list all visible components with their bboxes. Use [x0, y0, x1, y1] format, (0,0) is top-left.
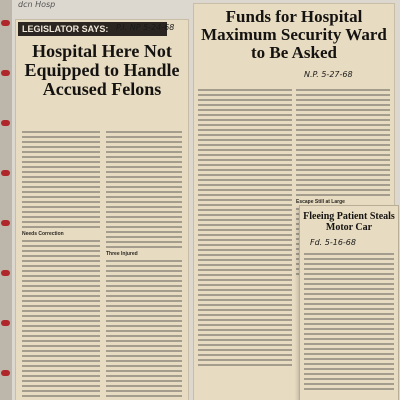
text-line: [106, 345, 182, 347]
text-line: [106, 360, 182, 362]
text-line: [22, 265, 100, 267]
text-line: [22, 161, 100, 163]
text-line: [296, 124, 390, 126]
text-line: [198, 119, 292, 121]
text-line: [198, 194, 292, 196]
subhead: Escape Still at Large: [296, 199, 345, 205]
text-line: [198, 264, 292, 266]
text-line: [296, 134, 390, 136]
text-line: [22, 355, 100, 357]
slug-banner: LEGISLATOR SAYS:: [18, 22, 167, 36]
text-line: [304, 278, 394, 280]
text-line: [198, 354, 292, 356]
text-line: [198, 284, 292, 286]
text-line: [198, 169, 292, 171]
text-line: [106, 191, 182, 193]
text-line: [198, 219, 292, 221]
text-line: [198, 244, 292, 246]
text-line: [296, 129, 390, 131]
text-line: [22, 390, 100, 392]
text-line: [106, 216, 182, 218]
text-line: [304, 378, 394, 380]
text-line: [22, 216, 100, 218]
text-line: [296, 164, 390, 166]
text-line: [304, 343, 394, 345]
text-line: [198, 334, 292, 336]
text-line: [22, 295, 100, 297]
text-line: [198, 229, 292, 231]
text-line: [106, 390, 182, 392]
text-line: [198, 159, 292, 161]
text-line: [106, 285, 182, 287]
text-line: [22, 226, 100, 228]
text-line: [106, 176, 182, 178]
text-line: [22, 240, 100, 242]
text-line: [198, 154, 292, 156]
text-line: [304, 348, 394, 350]
text-line: [106, 161, 182, 163]
text-line: [22, 186, 100, 188]
text-line: [22, 166, 100, 168]
text-line: [198, 149, 292, 151]
text-line: [304, 263, 394, 265]
text-line: [106, 335, 182, 337]
text-line: [304, 273, 394, 275]
handwritten-date: N.P. 5-27-68: [304, 70, 353, 79]
text-line: [22, 320, 100, 322]
text-line: [106, 340, 182, 342]
text-line: [106, 280, 182, 282]
text-line: [296, 174, 390, 176]
text-line: [198, 179, 292, 181]
text-line: [106, 186, 182, 188]
text-line: [304, 353, 394, 355]
text-line: [304, 313, 394, 315]
text-line: [106, 166, 182, 168]
text-line: [304, 253, 394, 255]
text-line: [22, 325, 100, 327]
text-line: [22, 375, 100, 377]
text-line: [296, 179, 390, 181]
article-column: [198, 86, 292, 366]
text-line: [198, 139, 292, 141]
text-line: [304, 258, 394, 260]
text-line: [106, 221, 182, 223]
binder-ring: [1, 120, 10, 126]
text-line: [106, 131, 182, 133]
top-note: dcn Hosp: [18, 0, 56, 9]
text-line: [198, 249, 292, 251]
text-line: [22, 191, 100, 193]
binder-ring: [1, 70, 10, 76]
text-line: [106, 181, 182, 183]
text-line: [106, 241, 182, 243]
text-line: [198, 104, 292, 106]
text-line: [22, 181, 100, 183]
text-line: [22, 330, 100, 332]
text-line: [106, 141, 182, 143]
text-line: [198, 324, 292, 326]
text-line: [198, 99, 292, 101]
text-line: [22, 245, 100, 247]
text-line: [106, 350, 182, 352]
small-clipping: [300, 206, 398, 400]
text-line: [304, 303, 394, 305]
text-line: [304, 338, 394, 340]
text-line: [22, 141, 100, 143]
text-line: [22, 250, 100, 252]
text-line: [22, 201, 100, 203]
text-line: [106, 385, 182, 387]
binder-spine: [0, 0, 12, 400]
text-line: [106, 246, 182, 248]
text-line: [106, 325, 182, 327]
text-line: [304, 383, 394, 385]
text-line: [198, 114, 292, 116]
text-line: [304, 373, 394, 375]
handwritten-date: Fd. 5-16-68: [310, 238, 356, 247]
binder-ring: [1, 320, 10, 326]
text-line: [198, 269, 292, 271]
headline: Funds for Hospital Maximum Security Ward to Be Asked: [201, 7, 387, 62]
text-line: [198, 344, 292, 346]
text-line: [198, 314, 292, 316]
headline: Hospital Here Not Equipped to Handle Accused Felons: [24, 41, 180, 99]
text-line: [304, 283, 394, 285]
text-line: [198, 309, 292, 311]
text-line: [296, 189, 390, 191]
text-line: [106, 265, 182, 267]
text-line: [22, 380, 100, 382]
text-line: [198, 224, 292, 226]
text-line: [198, 279, 292, 281]
text-line: [296, 154, 390, 156]
text-line: [304, 368, 394, 370]
binder-ring: [1, 270, 10, 276]
text-line: [198, 254, 292, 256]
subhead: Needs Correction: [22, 231, 64, 237]
text-line: [106, 305, 182, 307]
text-line: [304, 333, 394, 335]
text-line: [296, 149, 390, 151]
text-line: [106, 395, 182, 397]
text-line: [198, 299, 292, 301]
text-line: [22, 370, 100, 372]
text-line: [22, 310, 100, 312]
text-line: [304, 388, 394, 390]
text-line: [106, 196, 182, 198]
text-line: [304, 358, 394, 360]
text-line: [304, 298, 394, 300]
text-line: [198, 144, 292, 146]
text-line: [22, 146, 100, 148]
binder-ring: [1, 170, 10, 176]
text-line: [106, 171, 182, 173]
text-line: [106, 370, 182, 372]
text-line: [198, 319, 292, 321]
text-line: [22, 270, 100, 272]
text-line: [304, 268, 394, 270]
text-line: [296, 169, 390, 171]
text-line: [106, 201, 182, 203]
text-line: [304, 288, 394, 290]
text-line: [106, 275, 182, 277]
text-line: [106, 231, 182, 233]
text-line: [198, 89, 292, 91]
article-column: [304, 250, 394, 390]
text-line: [198, 259, 292, 261]
text-line: [198, 339, 292, 341]
text-line: [198, 359, 292, 361]
text-line: [296, 109, 390, 111]
text-line: [304, 328, 394, 330]
text-line: [198, 124, 292, 126]
article-column: [106, 128, 182, 397]
text-line: [296, 89, 390, 91]
text-line: [198, 329, 292, 331]
text-line: [106, 206, 182, 208]
text-line: [22, 196, 100, 198]
text-line: [296, 114, 390, 116]
headline: Fleeing Patient Steals Motor Car: [303, 211, 395, 233]
text-line: [106, 146, 182, 148]
text-line: [22, 280, 100, 282]
text-line: [106, 355, 182, 357]
text-line: [304, 293, 394, 295]
text-line: [22, 290, 100, 292]
text-line: [106, 365, 182, 367]
text-line: [22, 221, 100, 223]
text-line: [22, 156, 100, 158]
text-line: [106, 330, 182, 332]
text-line: [106, 310, 182, 312]
text-line: [106, 320, 182, 322]
text-line: [198, 209, 292, 211]
article-column: [22, 128, 100, 397]
text-line: [22, 151, 100, 153]
binder-ring: [1, 20, 10, 26]
text-line: [22, 171, 100, 173]
text-line: [22, 365, 100, 367]
text-line: [22, 340, 100, 342]
text-line: [22, 360, 100, 362]
subhead: Three Injured: [106, 251, 138, 257]
text-line: [22, 350, 100, 352]
text-line: [296, 139, 390, 141]
binder-ring: [1, 370, 10, 376]
text-line: [198, 164, 292, 166]
text-line: [198, 109, 292, 111]
text-line: [22, 305, 100, 307]
text-line: [296, 184, 390, 186]
text-line: [22, 260, 100, 262]
text-line: [304, 308, 394, 310]
text-line: [22, 345, 100, 347]
text-line: [22, 131, 100, 133]
text-line: [198, 94, 292, 96]
text-line: [198, 274, 292, 276]
text-line: [296, 194, 390, 196]
text-line: [22, 206, 100, 208]
text-line: [106, 156, 182, 158]
text-line: [296, 119, 390, 121]
text-line: [22, 395, 100, 397]
text-line: [106, 226, 182, 228]
text-line: [296, 99, 390, 101]
text-line: [304, 363, 394, 365]
text-line: [22, 275, 100, 277]
text-line: [22, 315, 100, 317]
text-line: [304, 323, 394, 325]
text-line: [198, 199, 292, 201]
text-line: [106, 151, 182, 153]
text-line: [22, 211, 100, 213]
text-line: [22, 176, 100, 178]
handwritten-date: P.I. NP 5-24-68: [116, 23, 175, 32]
text-line: [198, 289, 292, 291]
text-line: [296, 159, 390, 161]
text-line: [198, 234, 292, 236]
text-line: [198, 304, 292, 306]
text-line: [198, 174, 292, 176]
text-line: [198, 184, 292, 186]
text-line: [106, 315, 182, 317]
text-line: [106, 236, 182, 238]
text-line: [22, 285, 100, 287]
text-line: [198, 129, 292, 131]
text-line: [198, 214, 292, 216]
text-line: [304, 318, 394, 320]
text-line: [106, 380, 182, 382]
text-line: [22, 385, 100, 387]
text-line: [198, 349, 292, 351]
text-line: [106, 136, 182, 138]
text-line: [296, 94, 390, 96]
text-line: [198, 239, 292, 241]
text-line: [198, 189, 292, 191]
text-line: [296, 104, 390, 106]
text-line: [106, 211, 182, 213]
left-clipping: [16, 20, 188, 400]
text-line: [106, 375, 182, 377]
text-line: [198, 364, 292, 366]
text-line: [296, 144, 390, 146]
text-line: [106, 300, 182, 302]
text-line: [106, 260, 182, 262]
text-line: [22, 136, 100, 138]
text-line: [198, 204, 292, 206]
binder-ring: [1, 220, 10, 226]
text-line: [22, 300, 100, 302]
text-line: [106, 290, 182, 292]
text-line: [198, 134, 292, 136]
text-line: [106, 270, 182, 272]
text-line: [106, 295, 182, 297]
text-line: [22, 335, 100, 337]
text-line: [22, 255, 100, 257]
text-line: [198, 294, 292, 296]
